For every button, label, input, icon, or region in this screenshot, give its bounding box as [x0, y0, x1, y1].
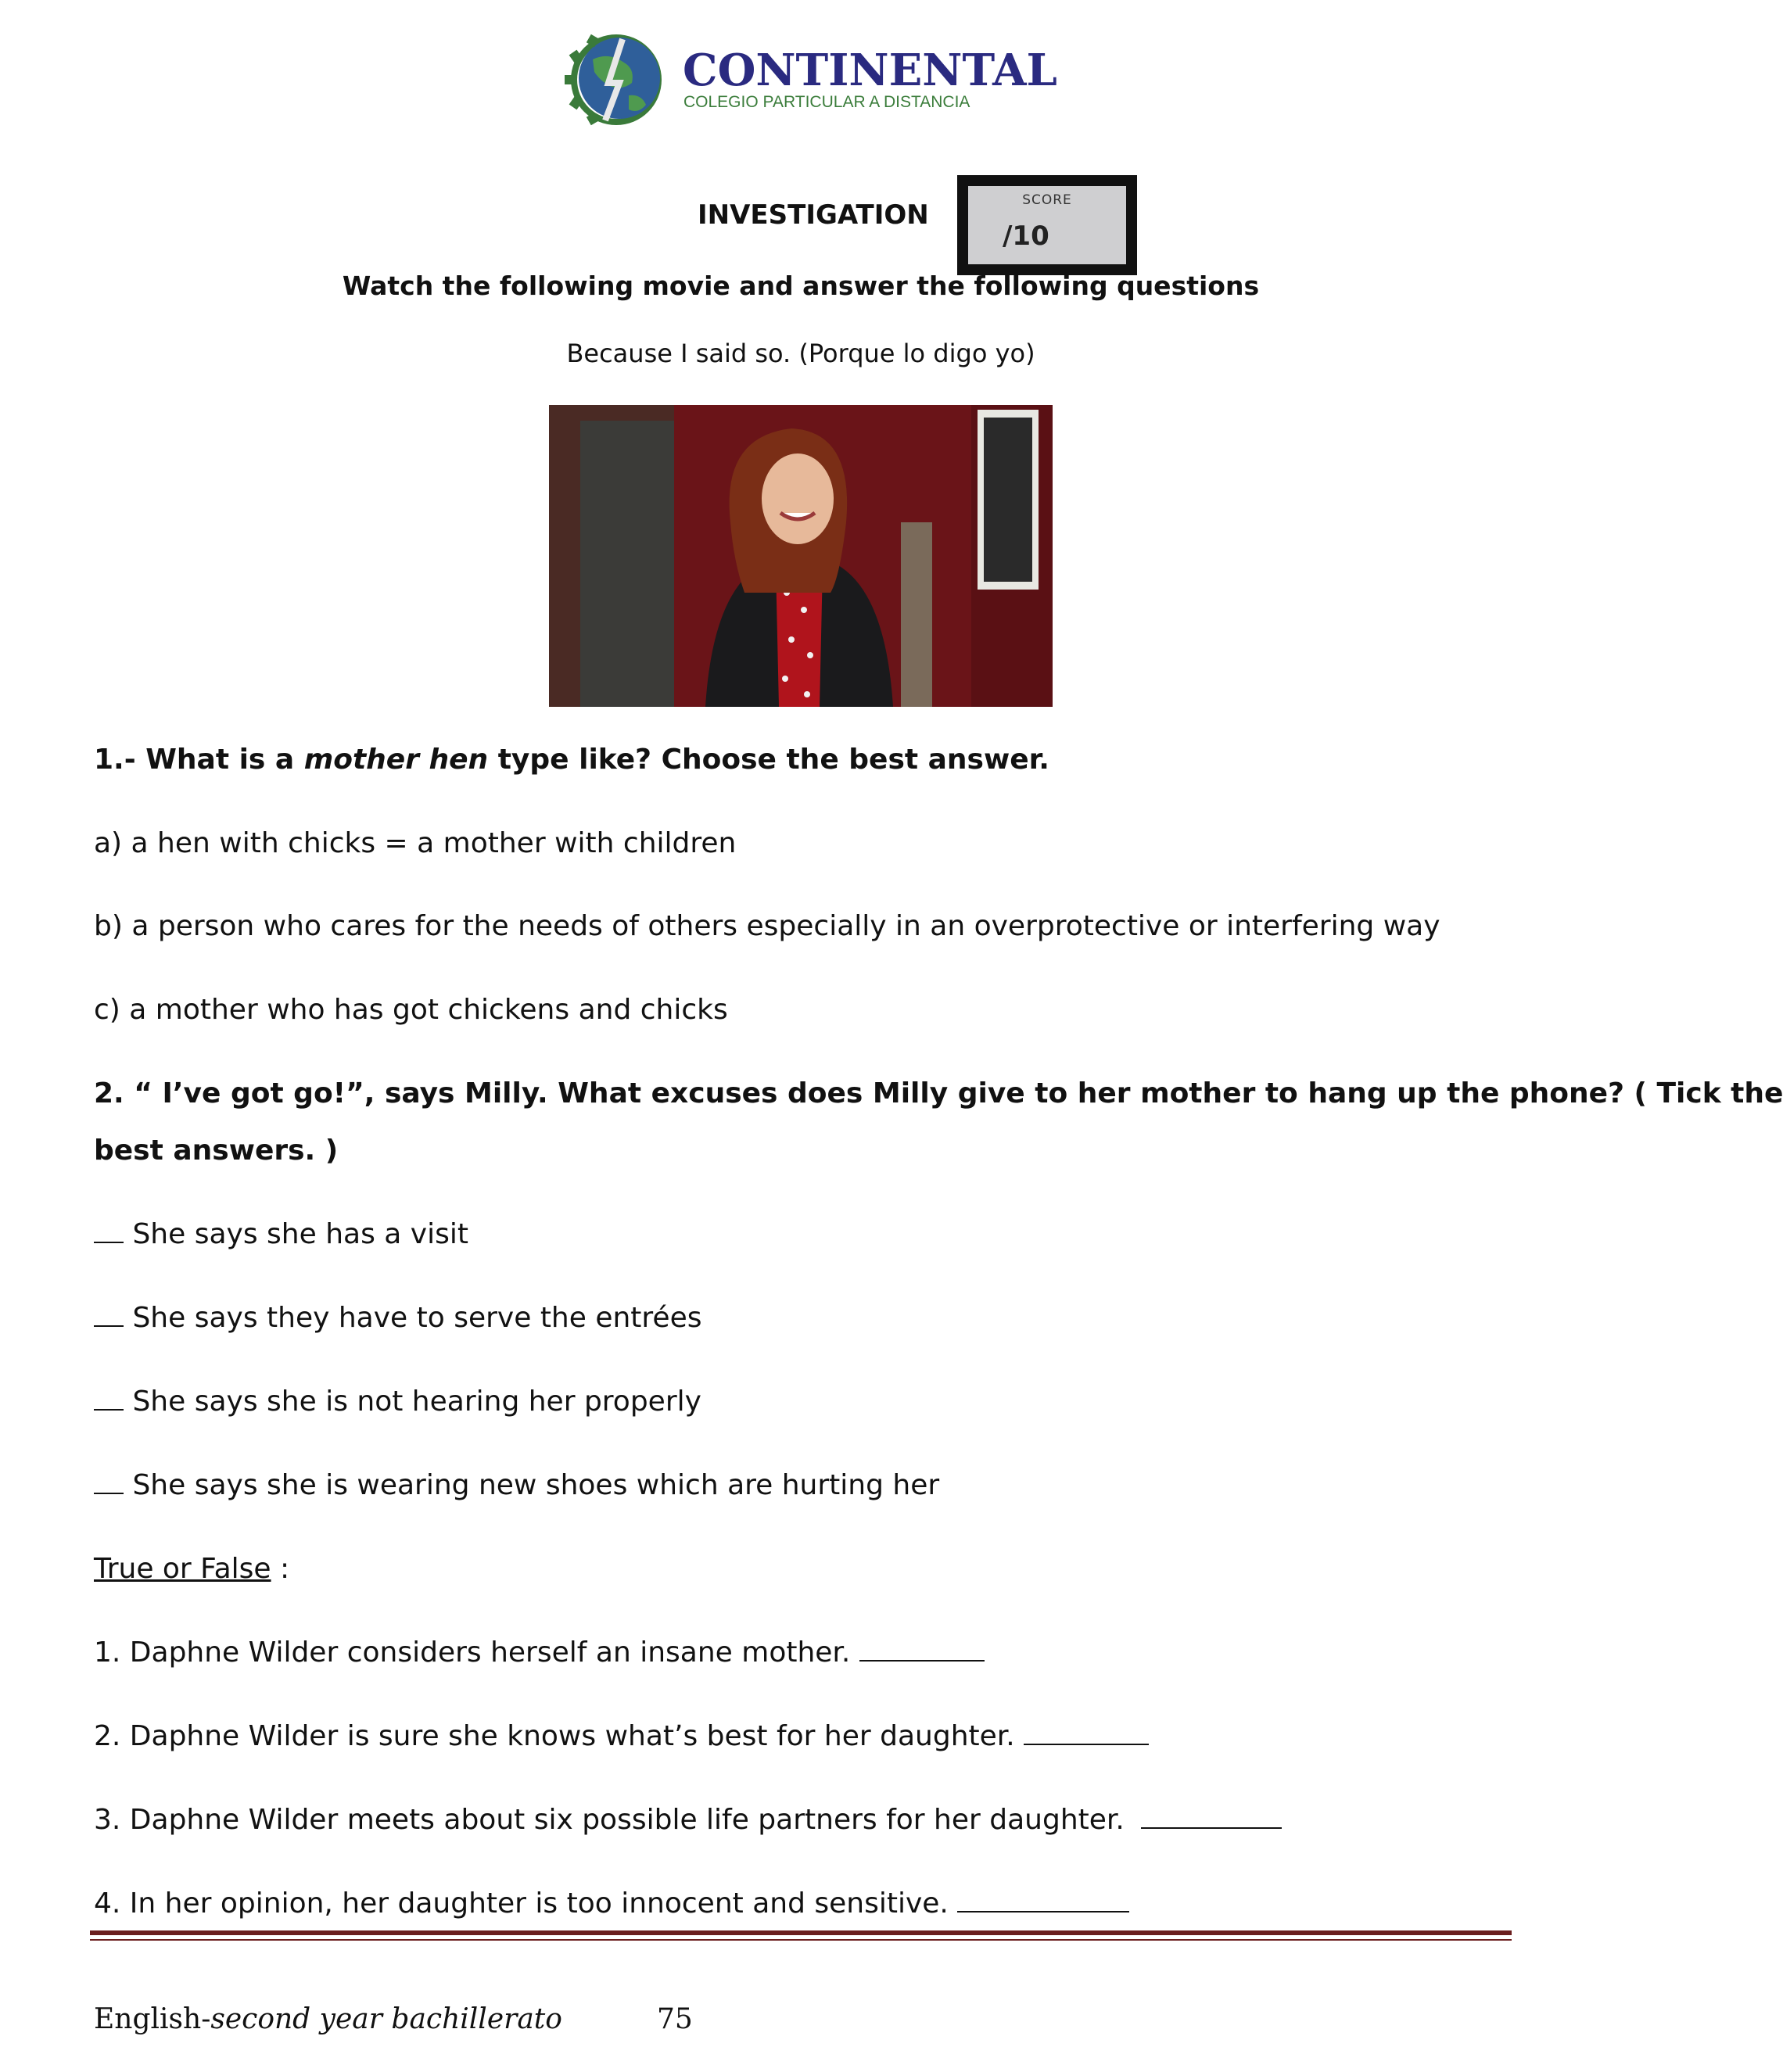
tf-item	[94, 1719, 1149, 1753]
tf-item-text: 4. In her opinion, her daughter is too innocent and sensitive.	[94, 1887, 949, 1920]
q1-option-a: a) a hen with chicks = a mother with children	[94, 827, 737, 859]
logo-subtitle: COLEGIO PARTICULAR A DISTANCIA	[683, 93, 970, 111]
question-1-term: mother hen	[303, 744, 489, 776]
score-label: SCORE	[1022, 192, 1072, 208]
tick-item	[94, 1385, 701, 1418]
logo-wordmark: CONTINENTAL	[683, 45, 1057, 96]
question-1-prefix: 1.- What is a	[94, 744, 304, 776]
tick-item	[94, 1301, 702, 1335]
tick-item	[94, 1217, 468, 1251]
score-box-inner	[968, 186, 1126, 264]
answer-blank[interactable]	[859, 1659, 985, 1662]
true-false-heading	[94, 1552, 289, 1586]
globe-gear-icon	[554, 28, 679, 130]
tick-item	[94, 1468, 939, 1502]
question-1	[94, 743, 1049, 776]
tf-item	[94, 1887, 1129, 1920]
question-2-line-2: best answers. )	[94, 1135, 339, 1167]
tf-item-text: 1. Daphne Wilder considers herself an insane mother.	[94, 1636, 851, 1669]
answer-blank[interactable]	[957, 1910, 1129, 1912]
footer-level: second year bachillerato	[210, 2003, 562, 2035]
tf-item-text: 2. Daphne Wilder is sure she knows what’s best for her daughter.	[94, 1720, 1015, 1752]
movie-title: Because I said so. (Porque lo digo yo)	[566, 339, 1035, 368]
tf-item	[94, 1803, 1282, 1837]
q1-option-b: b) a person who cares for the needs of others especially in an overprotective or interfering way	[94, 910, 1440, 942]
tick-item-text: She says they have to serve the entrées	[132, 1302, 702, 1334]
footer-course	[94, 2003, 562, 2035]
page-number: 75	[657, 2003, 693, 2035]
school-logo	[554, 28, 1057, 130]
movie-still-image	[549, 405, 1053, 707]
true-false-title: True or False	[94, 1553, 271, 1585]
footer-rule-thick	[90, 1930, 1512, 1935]
page-title: INVESTIGATION	[698, 199, 929, 231]
true-false-colon: :	[271, 1553, 290, 1585]
tick-blank[interactable]	[94, 1241, 124, 1243]
answer-blank[interactable]	[1024, 1743, 1149, 1745]
tf-item-text: 3. Daphne Wilder meets about six possible life partners for her daughter.	[94, 1804, 1125, 1836]
tick-blank[interactable]	[94, 1408, 124, 1411]
question-1-suffix: type like? Choose the best answer.	[488, 744, 1049, 776]
answer-blank[interactable]	[1141, 1826, 1282, 1829]
footer-subject: English-	[94, 2003, 211, 2035]
question-2-line-1: 2. “ I’ve got go!”, says Milly. What excuses does Milly give to her mother to hang up the phone? ( Tick the	[94, 1077, 1783, 1109]
tick-item-text: She says she has a visit	[132, 1218, 468, 1250]
tf-item	[94, 1636, 985, 1669]
score-value: /10	[1003, 220, 1049, 252]
tick-blank[interactable]	[94, 1325, 124, 1327]
tick-item-text: She says she is not hearing her properly	[132, 1386, 701, 1418]
tick-item-text: She says she is wearing new shoes which are hurting her	[132, 1469, 940, 1501]
instructions: Watch the following movie and answer the following questions	[342, 271, 1260, 301]
score-box	[957, 175, 1137, 275]
q1-option-c: c) a mother who has got chickens and chicks	[94, 994, 728, 1026]
tick-blank[interactable]	[94, 1492, 124, 1494]
footer-rule-thin	[90, 1939, 1512, 1941]
